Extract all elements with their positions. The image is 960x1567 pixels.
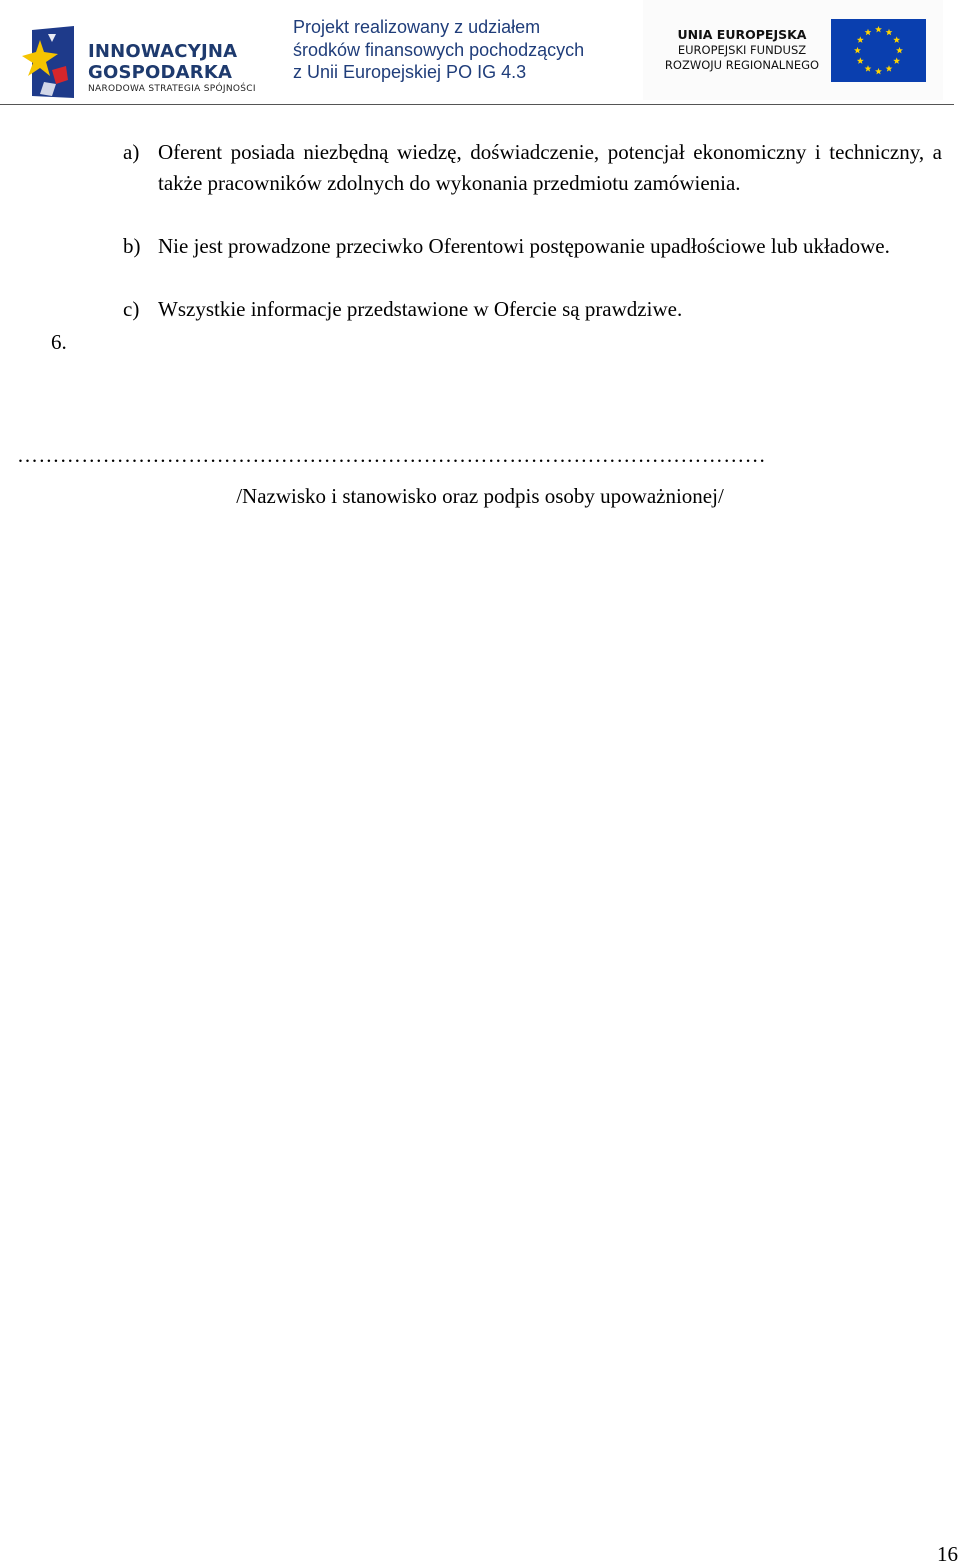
- page-number: 16: [937, 1542, 958, 1566]
- project-text-line2: środków finansowych pochodzących: [293, 39, 585, 60]
- project-text-line1: Projekt realizowany z udziałem: [293, 17, 541, 37]
- list-item-b: [123, 231, 942, 262]
- signature-line: ……………………………………………………………………………………………: [17, 443, 766, 467]
- project-text-line3: z Unii Europejskiej PO IG 4.3: [293, 62, 527, 82]
- eu-flag-icon: [831, 19, 926, 82]
- ig-emblem-icon: [22, 26, 74, 98]
- list-item-text: Nie jest prowadzone przeciwko Oferentowi postępowanie upadłościowe lub układowe.: [158, 234, 890, 258]
- eu-logo-line1: UNIA EUROPEJSKA: [677, 27, 807, 42]
- innowacyjna-gospodarka-logo: [22, 22, 272, 102]
- list-item-text: Oferent posiada niezbędną wiedzę, doświadczenie, potencjał ekonomiczny i techniczny, a także pracowników zdolnych do wykonania przedmiotu zamówienia.: [158, 140, 942, 195]
- eu-logo-line2: EUROPEJSKI FUNDUSZ: [677, 42, 807, 57]
- header-divider: [0, 104, 954, 105]
- list-item-a: [123, 137, 942, 199]
- section-number: 6.: [51, 330, 67, 354]
- eu-logo-line3: ROZWOJU REGIONALNEGO: [664, 58, 820, 72]
- list-item-text: Wszystkie informacje przedstawione w Ofercie są prawdziwe.: [158, 297, 683, 321]
- list-item-label: b): [123, 234, 141, 258]
- eu-logo: [643, 0, 943, 100]
- list-item-label: a): [123, 140, 140, 164]
- list-item-c: [123, 294, 942, 325]
- project-funding-text: [293, 16, 584, 84]
- page-header: [0, 0, 960, 108]
- signature-caption: /Nazwisko i stanowisko oraz podpis osoby upoważnionej/: [236, 484, 724, 508]
- ig-logo-line1: INNOWACYJNA: [88, 41, 238, 62]
- ig-logo-line2: GOSPODARKA: [88, 62, 233, 83]
- list-item-label: c): [123, 297, 140, 321]
- ig-logo-line3: NARODOWA STRATEGIA SPÓJNOŚCI: [88, 84, 256, 94]
- eu-logo-text: [663, 27, 821, 74]
